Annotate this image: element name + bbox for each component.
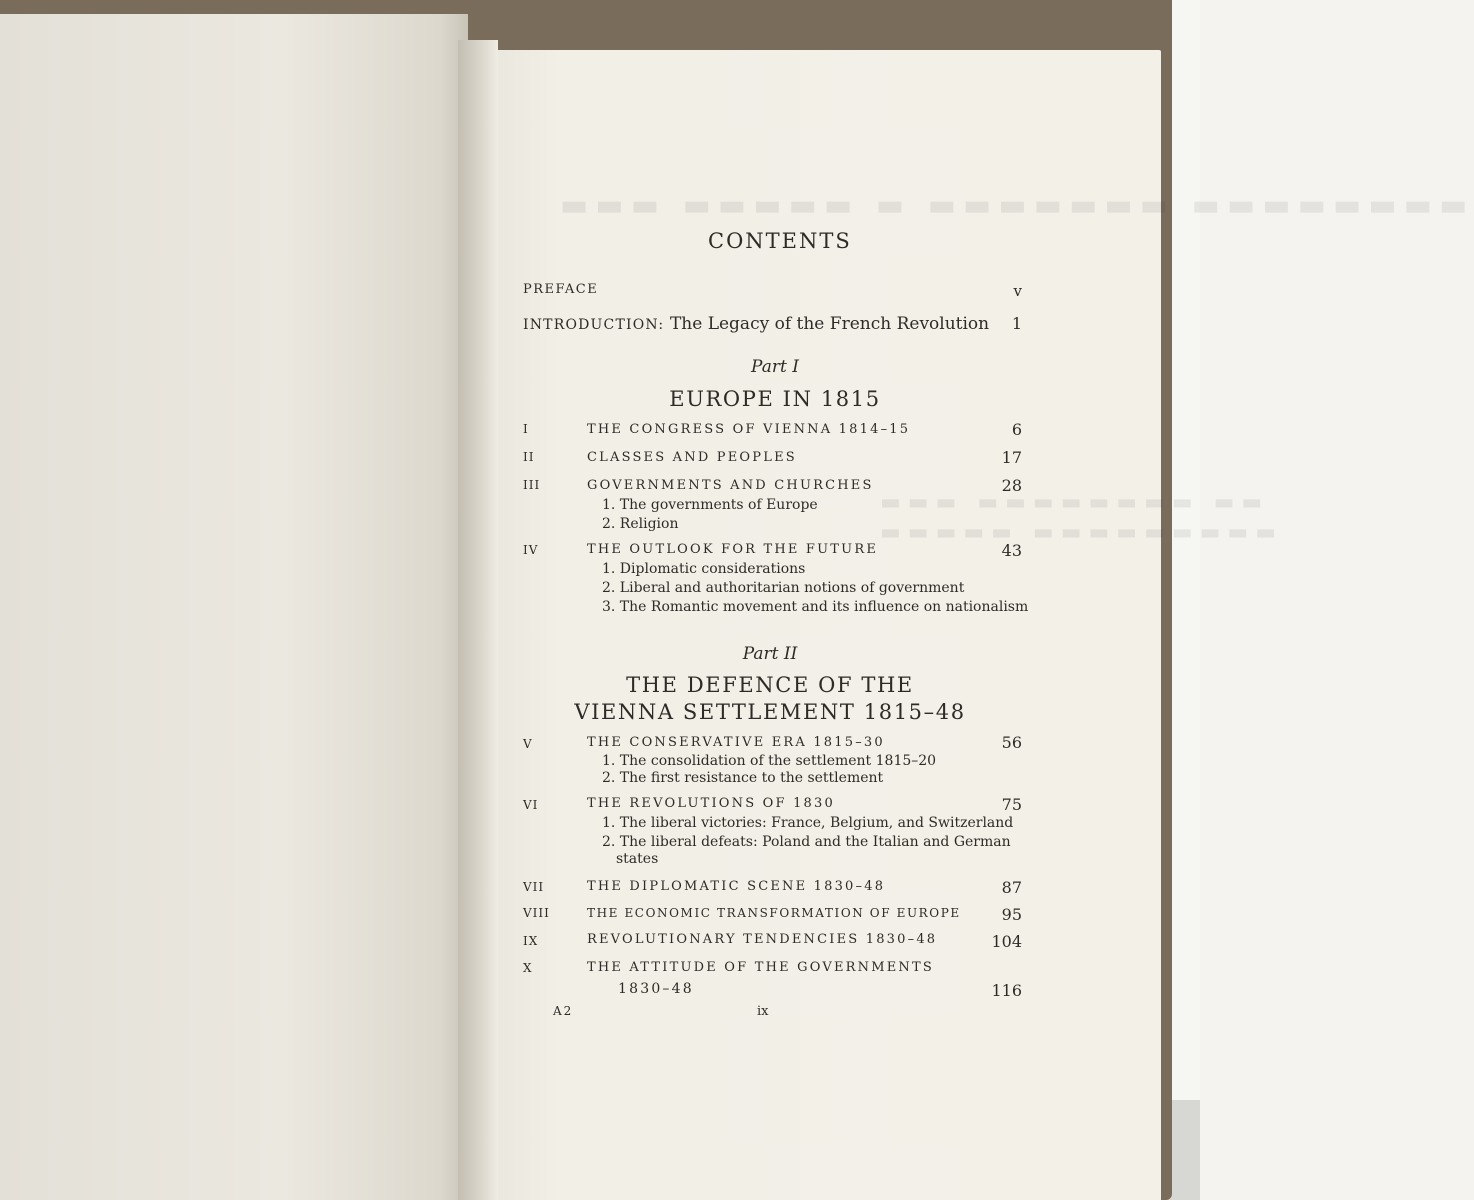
chapter-section: 2. The liberal defeats: Poland and the Italian and German <box>602 834 1011 850</box>
chapter-numeral: III <box>523 478 541 492</box>
part-title-line-1: THE DEFENCE OF THE <box>626 673 914 697</box>
chapter-numeral: II <box>523 450 535 464</box>
chapter-page: 95 <box>1001 905 1022 924</box>
chapter-section: 1. The governments of Europe <box>602 497 818 513</box>
chapter-numeral: IV <box>523 543 539 557</box>
signature-mark: A2 <box>553 1004 574 1018</box>
chapter-numeral: IX <box>523 934 539 948</box>
chapter-title: CLASSES AND PEOPLES <box>587 450 797 465</box>
chapter-section: 1. Diplomatic considerations <box>602 561 806 577</box>
toc-preface-page: v <box>1013 282 1022 300</box>
chapter-title: THE CONGRESS OF VIENNA 1814–15 <box>587 422 911 437</box>
toc-introduction-label: INTRODUCTION: <box>523 317 665 333</box>
chapter-page: 104 <box>991 932 1022 951</box>
chapter-title: THE OUTLOOK FOR THE FUTURE <box>587 542 879 557</box>
chapter-numeral: I <box>523 422 529 436</box>
chapter-numeral: VIII <box>523 906 550 920</box>
part-label: Part I <box>751 357 799 377</box>
chapter-section: 2. Religion <box>602 516 679 532</box>
chapter-page: 6 <box>1011 420 1022 439</box>
chapter-section: states <box>616 851 659 867</box>
toc-introduction-subtitle: The Legacy of the French Revolution <box>669 314 990 334</box>
chapter-numeral: VI <box>523 798 539 812</box>
chapter-section: 1. The consolidation of the settlement 1815–20 <box>602 753 937 769</box>
chapter-title: THE CONSERVATIVE ERA 1815–30 <box>587 735 885 750</box>
chapter-numeral: X <box>523 961 533 975</box>
chapter-page: 28 <box>1001 476 1022 495</box>
toc-introduction-page: 1 <box>1011 314 1022 333</box>
show-through-text: ▬▬▬ ▬▬▬▬▬▬▬▬ ▬▬ <box>880 490 1270 515</box>
chapter-title: THE ATTITUDE OF THE GOVERNMENTS <box>587 960 934 975</box>
chapter-numeral: VII <box>523 880 545 894</box>
chapter-page: 17 <box>1001 448 1022 467</box>
toc-introduction <box>523 314 989 334</box>
chapter-title: THE ECONOMIC TRANSFORMATION OF EUROPE <box>587 906 961 920</box>
toc-preface-label: PREFACE <box>523 282 599 297</box>
chapter-page: 43 <box>1001 541 1022 560</box>
chapter-section: 2. Liberal and authoritarian notions of government <box>602 580 965 596</box>
part-title: EUROPE IN 1815 <box>669 387 881 411</box>
chapter-title: GOVERNMENTS AND CHURCHES <box>587 478 874 493</box>
chapter-section: 2. The first resistance to the settlement <box>602 770 884 786</box>
chapter-title: THE REVOLUTIONS OF 1830 <box>587 796 835 811</box>
chapter-page: 116 <box>991 981 1022 1000</box>
chapter-page: 87 <box>1001 878 1022 897</box>
show-through-text: ▬▬▬▬▬ ▬▬▬▬▬▬▬▬▬ <box>880 520 1283 545</box>
chapter-title: REVOLUTIONARY TENDENCIES 1830–48 <box>587 932 938 947</box>
part-title-line-2: VIENNA SETTLEMENT 1815–48 <box>574 700 966 724</box>
chapter-section: 3. The Romantic movement and its influence on nationalism <box>602 599 1029 615</box>
chapter-section: 1. The liberal victories: France, Belgium, and Switzerland <box>602 815 1014 831</box>
show-through-text: ▬▬▬ ▬▬▬▬▬ ▬ ▬▬▬▬▬▬▬ ▬▬▬▬▬▬▬▬ <box>560 188 1474 223</box>
page-title: CONTENTS <box>708 229 852 253</box>
chapter-page: 75 <box>1001 795 1022 814</box>
chapter-title: THE DIPLOMATIC SCENE 1830–48 <box>587 879 886 894</box>
part-label: Part II <box>742 644 798 664</box>
chapter-title-continued: 1830–48 <box>618 981 694 997</box>
page-number: ix <box>757 1004 769 1019</box>
chapter-numeral: V <box>523 737 533 751</box>
chapter-page: 56 <box>1001 733 1022 752</box>
